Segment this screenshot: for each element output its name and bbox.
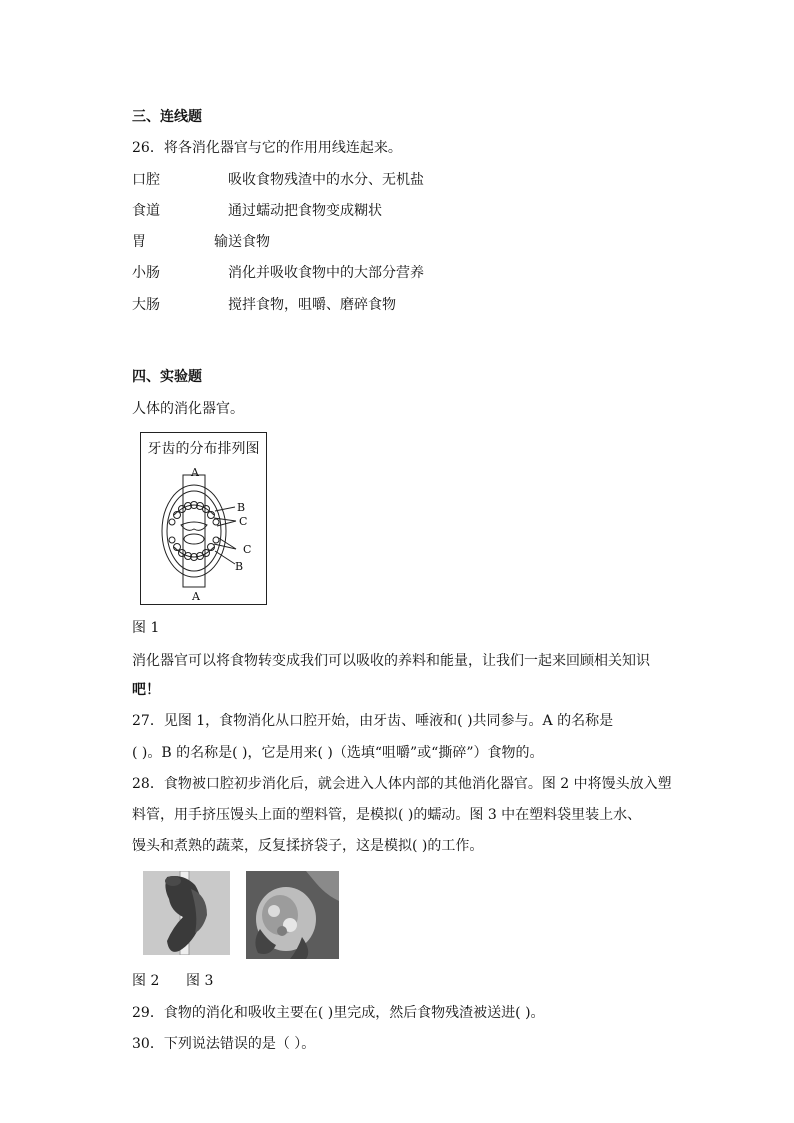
organ-esophagus: 食道 — [132, 203, 160, 219]
figure-1-title: 牙齿的分布排列图 — [147, 441, 260, 457]
label-b-bottom: B — [235, 560, 244, 573]
section4-heading: 四、实验题 — [132, 369, 202, 385]
question-29: 29．食物的消化和吸收主要在( )里完成，然后食物残渣被送进( )。 — [132, 1005, 545, 1021]
label-a-bottom: A — [192, 590, 200, 603]
label-c-bottom: C — [243, 543, 252, 556]
question-28-line2: 料管，用手挤压馒头上面的塑料管，是模拟( )的蠕动。图 3 中在塑料袋里装上水、 — [132, 807, 642, 823]
question-26: 26．将各消化器官与它的作用用线连起来。 — [132, 140, 402, 156]
question-30: 30．下列说法错误的是（ ）。 — [132, 1036, 316, 1052]
figure-1-teeth-diagram — [140, 432, 267, 605]
organ-mouth: 口腔 — [132, 172, 160, 188]
organ-large-intestine: 大肠 — [132, 297, 160, 313]
question-27-line2: ( )。B 的名称是( )，它是用来( )（选填“咀嚼”或“撕碎”）食物的。 — [132, 745, 544, 761]
section4-text-line1: 消化器官可以将食物转变成我们可以吸收的养料和能量，让我们一起来回顾相关知识 — [132, 653, 650, 669]
teeth-diagram-svg — [141, 433, 268, 606]
figure-2-3-captions: 图 2 图 3 — [132, 973, 214, 989]
question-28-line1: 28．食物被口腔初步消化后，就会进入人体内部的其他消化器官。图 2 中将馒头放入塑 — [132, 776, 672, 792]
section4-text-line2: 吧！ — [132, 682, 160, 698]
function-transport: 输送食物 — [214, 234, 270, 250]
function-absorb-water: 吸收食物残渣中的水分、无机盐 — [228, 172, 424, 188]
label-a-top: A — [191, 466, 199, 479]
section4-intro: 人体的消化器官。 — [132, 401, 244, 417]
function-digest-absorb: 消化并吸收食物中的大部分营养 — [228, 265, 424, 281]
figure-3-photo — [246, 871, 339, 959]
question-28-line3: 馒头和煮熟的蔬菜，反复揉挤袋子，这是模拟( )的工作。 — [132, 838, 484, 854]
figure-2-photo — [143, 871, 230, 955]
function-chew: 搅拌食物，咀嚼、磨碎食物 — [228, 297, 396, 313]
organ-small-intestine: 小肠 — [132, 265, 160, 281]
label-c-top: C — [239, 515, 248, 528]
section3-heading: 三、连线题 — [132, 109, 202, 125]
function-peristalsis: 通过蠕动把食物变成糊状 — [228, 203, 382, 219]
figure-1-caption: 图 1 — [132, 620, 160, 636]
organ-stomach: 胃 — [132, 234, 146, 250]
label-b-top: B — [237, 501, 246, 514]
question-27-line1: 27．见图 1，食物消化从口腔开始，由牙齿、唾液和( )共同参与。A 的名称是 — [132, 713, 614, 729]
